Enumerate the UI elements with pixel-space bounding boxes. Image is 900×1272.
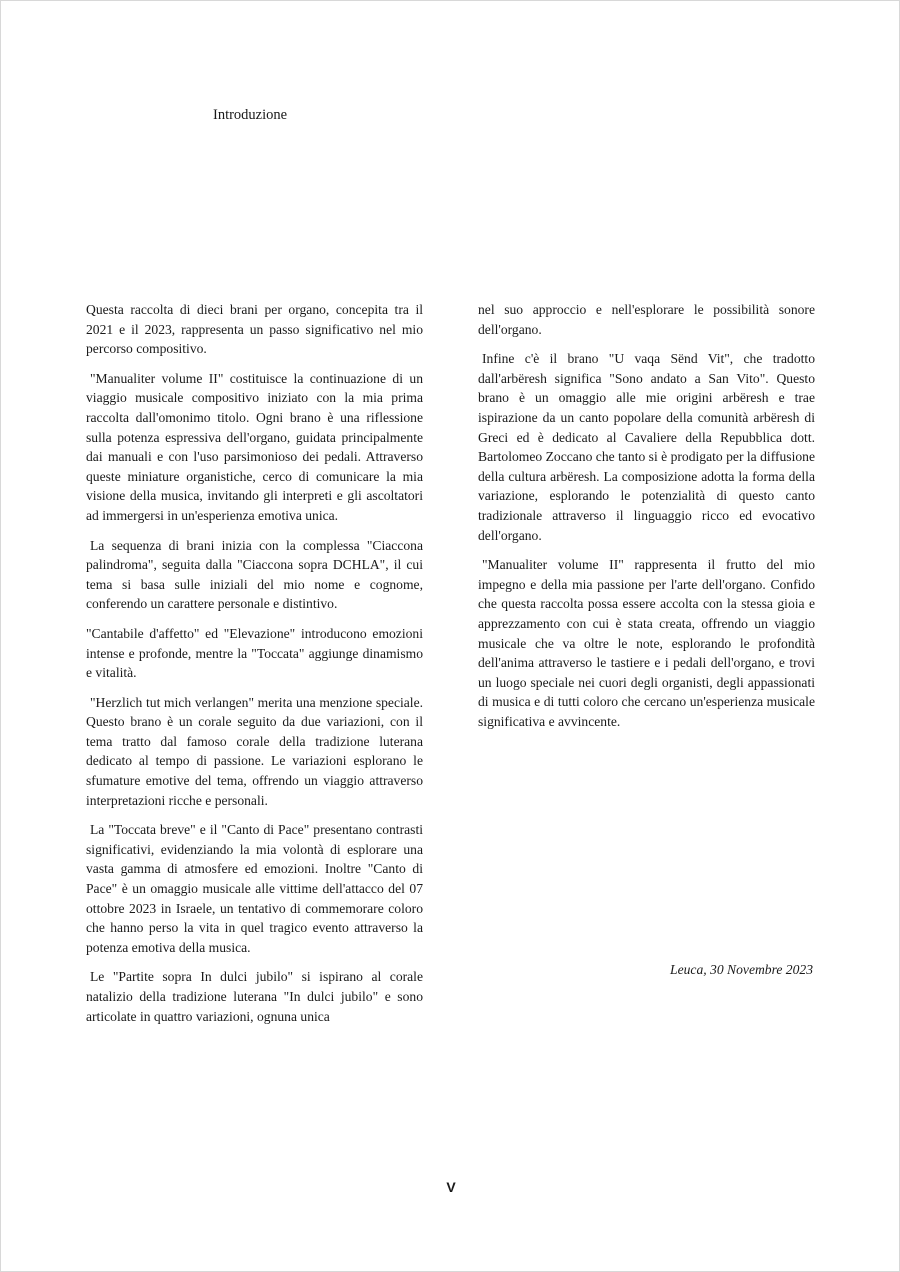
paragraph: La sequenza di brani inizia con la complessa "Ciaccona palindroma", seguita dalla "Ciaccona sopra DCHLA", il cui tema si basa sulle iniziali del mio nome e cognome, conferendo un carattere personale e distintivo. bbox=[86, 537, 423, 612]
right-column bbox=[478, 300, 815, 741]
left-column bbox=[86, 300, 423, 1036]
paragraph: Infine c'è il brano "U vaqa Sënd Vit", che tradotto dall'arbëresh significa "Sono andato a San Vito". Questo brano è un omaggio alle mie origini arbëresh e trae ispirazione da un canto popolare della comunità arbëresh di Greci ed è dedicato al Cavaliere della Repubblica dott. Bartolomeo Zoccano che tanto si è prodigato per la diffusione della cultura arbëresh. La composizione adotta la forma della variazione, esplorando le potenzialità di questo canto tradizionale attraverso il linguaggio ricco ed evocativo dell'organo. bbox=[478, 351, 815, 543]
paragraph: "Manualiter volume II" costituisce la continuazione di un viaggio musicale compositivo iniziato con la mia prima raccolta dall'omonimo titolo. Ogni brano è una riflessione sulla potenza espressiva dell'organo, guidata principalmente dai manuali e con l'uso parsimonioso dei pedali. Attraverso queste miniature organistiche, cerco di comunicare la mia visione della musica, invitando gli interpreti e gli ascoltatori ad immergersi in un'esperienza emotiva unica. bbox=[86, 370, 423, 523]
page-title: Introduzione bbox=[213, 107, 288, 123]
page-number: V bbox=[446, 1179, 456, 1195]
paragraph: nel suo approccio e nell'esplorare le possibilità sonore dell'organo. bbox=[478, 302, 815, 337]
paragraph: "Cantabile d'affetto" ed "Elevazione" introducono emozioni intense e profonde, mentre la "Toccata" aggiunge dinamismo e vitalità. bbox=[86, 625, 423, 681]
paragraph: Le "Partite sopra In dulci jubilo" si ispirano al corale natalizio della tradizione luterana "In dulci jubilo" e sono articolate in quattro variazioni, ognuna unica bbox=[86, 969, 423, 1024]
paragraph: "Manualiter volume II" rappresenta il frutto del mio impegno e della mia passione per l'arte dell'organo. Confido che questa raccolta possa essere accolta con la stessa gioia e apprezzamento con cui è stata creata, offrendo un viaggio musicale che va oltre le note, esplorando le profondità dell'anima attraverso le tastiere e i pedali dell'organo, e trovi un luogo speciale nei cuori degli organisti, degli appassionati di musica e di tutti coloro che cercano un'esperienza musicale significativa e avvincente. bbox=[478, 557, 815, 729]
paragraph: Questa raccolta di dieci brani per organo, concepita tra il 2021 e il 2023, rappresenta un passo significativo nel mio percorso compositivo. bbox=[86, 302, 423, 357]
paragraph: "Herzlich tut mich verlangen" merita una menzione speciale. Questo brano è un corale seguito da due variazioni, con il tema tratto dal famoso corale della tradizione luterana dedicato al tempo di passione. Le variazioni esplorano le sfumature emotive del tema, offrendo un viaggio attraverso interpretazioni ricche e personali. bbox=[86, 694, 423, 808]
paragraph: La "Toccata breve" e il "Canto di Pace" presentano contrasti significativi, evidenziando la mia volontà di esplorare una vasta gamma di atmosfere ed emozioni. Inoltre "Canto di Pace" è un omaggio musicale alle vittime dell'attacco del 07 ottobre 2023 in Israele, un tentativo di commemorare coloro che hanno perso la vita in quel tragico evento attraverso la potenza emotiva della musica. bbox=[86, 822, 423, 955]
signature-date: Leuca, 30 Novembre 2023 bbox=[670, 962, 813, 977]
